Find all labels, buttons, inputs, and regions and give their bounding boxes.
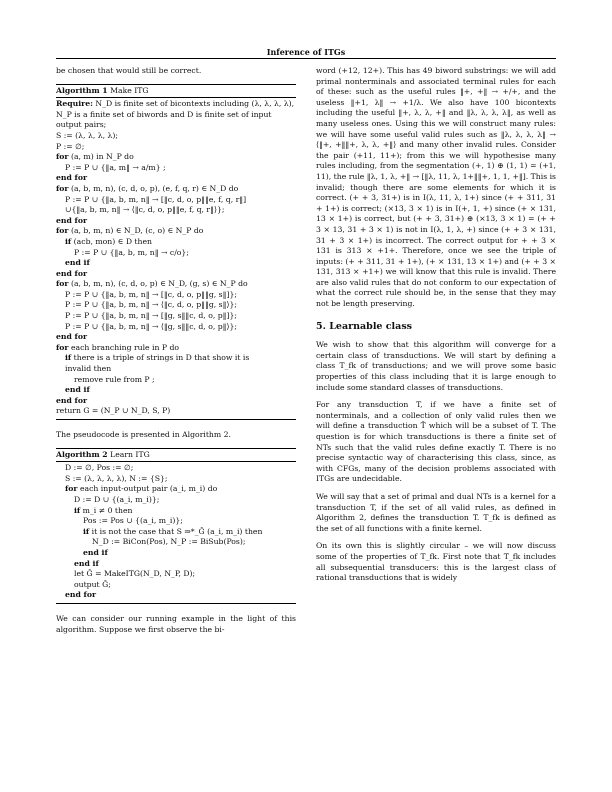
algorithm-statement: there is a triple of strings in D that show it is [71, 353, 250, 363]
algorithm-statement: output Ĝ; [74, 579, 111, 589]
algorithm-keyword: if [65, 236, 72, 246]
algorithm-statement: P := P ∪ {‖a, b, m, n‖ → ⟨‖g, s‖‖c, d, o, p‖⟩}; [65, 321, 237, 331]
algorithm-1-name: Make ITG [110, 85, 149, 95]
algorithm-line [56, 258, 296, 269]
algorithm-1-label: Algorithm 1 [56, 85, 108, 95]
algorithm-line [56, 173, 296, 184]
algorithm-statement: P := P ∪ {‖a, b, m, n‖ → [‖g, s‖‖c, d, o, p‖]}; [65, 311, 237, 321]
intro-paragraph: be chosen that would still be correct. [56, 66, 202, 75]
algorithm-line [56, 353, 296, 364]
algorithm-keyword: for [65, 484, 78, 494]
algorithm-statement: S := (λ, λ, λ, λ), N := {S}; [65, 473, 168, 483]
algorithm-keyword: end for [56, 268, 88, 278]
algorithm-line [56, 569, 296, 580]
algorithm-line [56, 226, 296, 237]
algorithm-2-name: Learn ITG [110, 449, 150, 459]
algorithm-statement: (a, b, m, n) ∈ N_D, (c, o) ∈ N_P do [68, 226, 204, 236]
running-header: Inference of ITGs [266, 47, 346, 57]
algorithm-keyword: end for [56, 332, 88, 342]
algorithm-keyword: if [83, 526, 90, 536]
algorithm-line [56, 343, 296, 354]
algorithm-line [56, 463, 296, 474]
header-rule [56, 58, 556, 59]
algorithm-line [56, 559, 296, 570]
algorithm-statement: (a, b, m, n), (c, d, o, p), (e, f, q, r) ∈ N_D do [68, 183, 239, 193]
algorithm-statement: remove rule from P ; [74, 374, 155, 384]
algorithm-1-body [56, 98, 296, 419]
algorithm-line [56, 506, 296, 517]
section-heading: 5. Learnable class [316, 320, 413, 332]
section-paragraph-3: We will say that a set of primal and dual NTs is a kernel for a transduction T, if the set of all valid rules, as defined in Algorithm 2, defines the transduction T. T_fk is defined as the set of all functions with a finite kernel. [316, 491, 556, 533]
algorithm-keyword: if [74, 505, 81, 515]
algorithm-2-label: Algorithm 2 [56, 449, 108, 459]
example-paragraph: word (+12, 12+). This has 49 biword substrings: we will add primal nonterminals and associated terminal rules for each of these: such as the useful rules ‖+, +‖ → +/+, and the useless ‖+1, λ‖ → +1/λ. We also have 100 bicontexts including the useful ‖+, λ, λ, +‖ and ‖λ, λ, λ, λ‖, as well as many useless ones. Using this we will construct many rules: we will have some useful valid rules such as ‖λ, λ, λ, λ‖ → ⟨‖+, +‖‖+, λ, λ, +‖⟩ and many other invalid rules. Consider the pair (+11, 11+); from this we will hypothesise many rules including, from the segmentation (+, 1) ⊕ (1, 1) = (+1, 11), the rule ‖λ, 1, λ, +‖ → [‖λ, 11, λ, 1+‖‖+, 1, 1, +‖]. This is invalid; though there are some elements for which it is correct. (+ + 3, 31+) is in I(λ, 11, λ, 1+) since (+ + 311, 31 + 1+) is correct; (×13, 3 × 1) is in I(+, 1, +) since (+ × 131, 13 × 1+) is correct, but (+ + 3, 31+) ⊕ (×13, 3 × 1) = (+ + 3 × 13, 31 + 3 × 1) is not in I(λ, 1, λ, +) since (+ + 3 × 131, 31 + 3 × 1+) is incorrect. The correct output for + + 3 × 131 is 313 × +1+. Therefore, once we see the triple of inputs: (+ + 311, 31 + 1+), (+ × 131, 13 × 1+) and (+ + 3 × 131, 313 × +1+) we will know that this rule is invalid. There are also valid rules that do not conform to our expectation of what the correct rule should be, in the sense that they may not be length preserving. [316, 66, 556, 309]
algorithm-line [56, 131, 296, 142]
algorithm-keyword: for [56, 152, 69, 162]
algorithm-line [56, 495, 296, 506]
algorithm-keyword: end for [56, 215, 88, 225]
algorithm-line [56, 375, 296, 386]
algorithm-statement: invalid then [65, 364, 112, 374]
algorithm-keyword: for [56, 279, 69, 289]
algorithm-keyword: for [56, 183, 69, 193]
algorithm-statement: m_i ≠ 0 then [80, 505, 133, 515]
algorithm-keyword: Require: [56, 99, 93, 109]
section-paragraph-2: For any transduction T, if we have a finite set of nonterminals, and a collection of only valid rules then we will define a transduction T̂ which will be a subset of T. The question is for which transductions is there a finite set of NTs such that the valid rules define exactly T. There is no precise syntactic way of characterising this class, since, as with CFGs, many of the decision problems associated with ITGs are undecidable. [316, 400, 556, 484]
algorithm-line [56, 300, 296, 311]
algorithm-statement: P := ∅; [56, 141, 85, 151]
algorithm-statement: (a, b, m, n), (c, d, o, p) ∈ N_D, (g, s) ∈ N_P do [68, 279, 248, 289]
algorithm-line [56, 269, 296, 280]
between-paragraph: The pseudocode is presented in Algorithm 2. [56, 430, 231, 439]
algorithm-line [56, 364, 296, 375]
algorithm-1-box [56, 84, 296, 420]
algorithm-statement: (acb, mon) ∈ D then [71, 236, 152, 246]
algorithm-1-title [56, 85, 296, 99]
algorithm-line [56, 195, 296, 206]
algorithm-line [56, 184, 296, 195]
algorithm-statement: Pos := Pos ∪ {(a_i, m_i)}; [83, 516, 183, 526]
algorithm-statement: each input-output pair (a_i, m_i) do [77, 484, 218, 494]
algorithm-line [56, 99, 296, 131]
algorithm-line [56, 527, 296, 538]
algorithm-line [56, 163, 296, 174]
algorithm-keyword: end if [65, 385, 90, 395]
left-column [56, 66, 296, 642]
algorithm-keyword: end for [56, 173, 88, 183]
algorithm-statement: let Ĝ = MakeITG(N_D, N_P, D); [74, 569, 196, 579]
algorithm-line [56, 279, 296, 290]
algorithm-line [56, 385, 296, 396]
algorithm-statement: S := (λ, λ, λ, λ); [56, 130, 118, 140]
algorithm-keyword: end if [74, 558, 99, 568]
algorithm-statement: D := ∅, Pos := ∅; [65, 463, 134, 473]
algorithm-line [56, 537, 296, 548]
algorithm-keyword: end if [65, 258, 90, 268]
algorithm-statement: P := P ∪ {‖a, b, m, n‖ → c/o}; [74, 247, 189, 257]
algorithm-line [56, 474, 296, 485]
algorithm-statement: each branching rule in P do [68, 342, 180, 352]
algorithm-2-title [56, 449, 296, 463]
algorithm-statement: P := P ∪ {‖a, m‖ → a/m} ; [65, 162, 166, 172]
algorithm-line [56, 396, 296, 407]
algorithm-line [56, 290, 296, 301]
algorithm-line [56, 205, 296, 216]
algorithm-line [56, 311, 296, 322]
algorithm-line [56, 322, 296, 333]
algorithm-statement: (a, m) in N_P do [68, 152, 134, 162]
algorithm-statement: ∪{‖a, b, m, n‖ → ⟨‖c, d, o, p‖‖e, f, q, r‖⟩}; [65, 205, 225, 215]
algorithm-line [56, 332, 296, 343]
algorithm-line [56, 548, 296, 559]
algorithm-statement: return G = (N_P ∪ N_D, S, P) [56, 406, 171, 416]
algorithm-statement: N_D is finite set of bicontexts including (λ, λ, λ, λ), N_P is a finite set of biwords and D is finite set of input output pairs; [56, 99, 295, 130]
algorithm-keyword: for [56, 342, 69, 352]
algorithm-statement: D := D ∪ {(a_i, m_i)}; [74, 494, 160, 504]
algorithm-keyword: end for [56, 395, 88, 405]
algorithm-keyword: if [65, 353, 72, 363]
algorithm-line [56, 142, 296, 153]
algorithm-line [56, 590, 296, 601]
algorithm-line [56, 580, 296, 591]
section-paragraph-4: On its own this is slightly circular – we will now discuss some of the properties of T_fk. First note that T_fk includes all subsequential transducers: this is the largest class of rational transductions that is widely [316, 541, 556, 583]
right-column [316, 66, 556, 591]
algorithm-statement: P := P ∪ {‖a, b, m, n‖ → [‖c, d, o, p‖‖e, f, q, r‖] [65, 194, 247, 204]
algorithm-line [56, 152, 296, 163]
algorithm-2-body [56, 462, 296, 603]
algorithm-line [56, 406, 296, 417]
algorithm-statement: N_D := BiCon(Pos), N_P := BiSub(Pos); [92, 537, 246, 547]
algorithm-statement: P := P ∪ {‖a, b, m, n‖ → [‖c, d, o, p‖‖g, s‖]}; [65, 289, 237, 299]
algorithm-keyword: for [56, 226, 69, 236]
section-paragraph-1: We wish to show that this algorithm will converge for a certain class of transductions. We will start by defining a class T_fk of transductions; and we will prove some basic properties of this class including that it is large enough to include some standard classes of transductions. [316, 340, 556, 392]
outro-paragraph: We can consider our running example in the light of this algorithm. Suppose we first observe the bi- [56, 613, 296, 634]
algorithm-statement: P := P ∪ {‖a, b, m, n‖ → ⟨‖c, d, o, p‖‖g, s‖⟩}; [65, 300, 237, 310]
algorithm-line [56, 237, 296, 248]
algorithm-keyword: end if [83, 547, 108, 557]
algorithm-line [56, 248, 296, 259]
algorithm-keyword: end for [65, 590, 97, 600]
algorithm-line [56, 516, 296, 527]
algorithm-line [56, 484, 296, 495]
algorithm-2-box [56, 448, 296, 604]
algorithm-statement: it is not the case that S ⇒*_Ĝ (a_i, m_i) then [89, 526, 263, 536]
algorithm-line [56, 216, 296, 227]
